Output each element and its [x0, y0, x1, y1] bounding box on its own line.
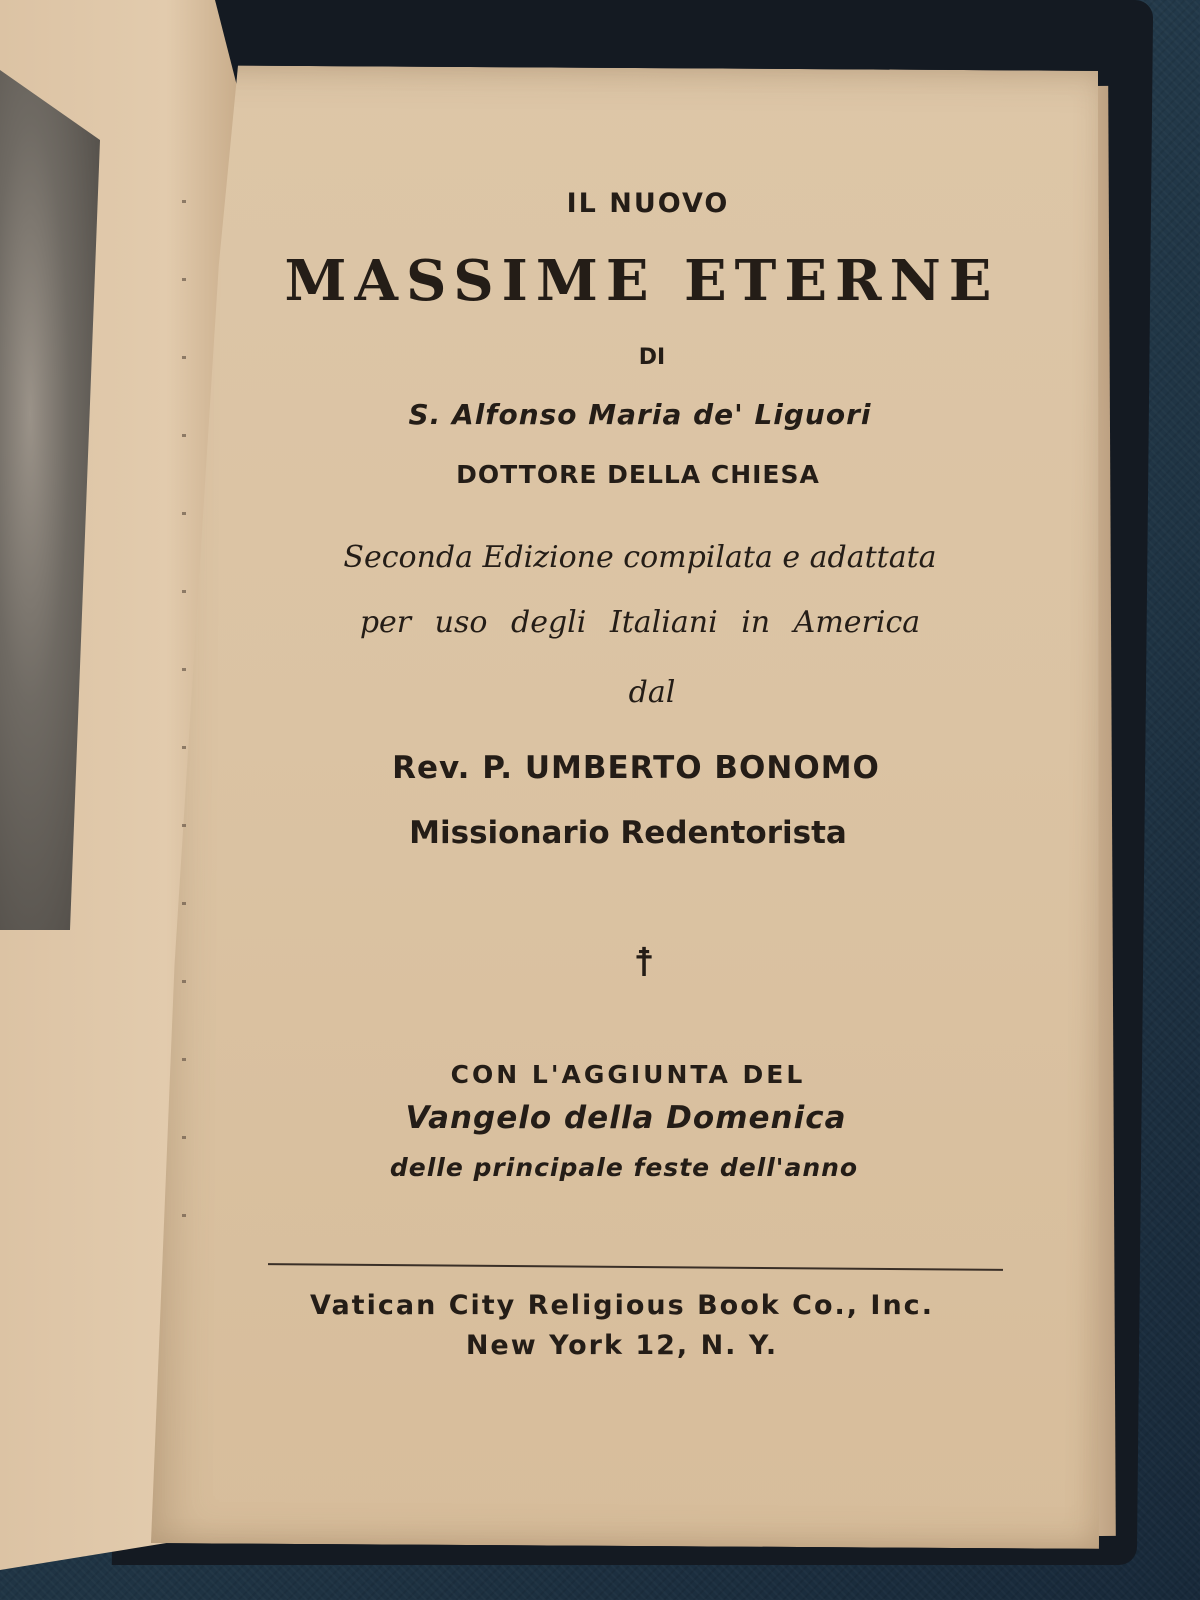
addition-line-1: CON L'AGGIUNTA DEL [450, 1060, 806, 1089]
addition-line-2: Vangelo della Domenica [405, 1100, 847, 1136]
author-title: DOTTORE DELLA CHIESA [456, 460, 820, 489]
heading-il-nuovo: IL NUOVO [566, 188, 730, 219]
heading-di: DI [638, 345, 666, 370]
author-name: S. Alfonso Maria de' Liguori [408, 398, 872, 431]
cross-icon: ☨ [633, 940, 655, 986]
publisher-line-1: Vatican City Religious Book Co., Inc. [310, 1290, 934, 1321]
edition-dal: dal [628, 675, 676, 710]
edition-line-1: Seconda Edizione compilata e adattata [343, 540, 937, 575]
publisher-line-2: New York 12, N. Y. [465, 1330, 779, 1361]
main-title: MASSIME ETERNE [284, 248, 1000, 314]
addition-line-3: delle principale feste dell'anno [389, 1153, 859, 1182]
editor-name: Rev. P. UMBERTO BONOMO [392, 750, 880, 786]
editor-title: Missionario Redentorista [409, 815, 847, 851]
edition-line-2: per uso degli Italiani in America [359, 605, 921, 640]
